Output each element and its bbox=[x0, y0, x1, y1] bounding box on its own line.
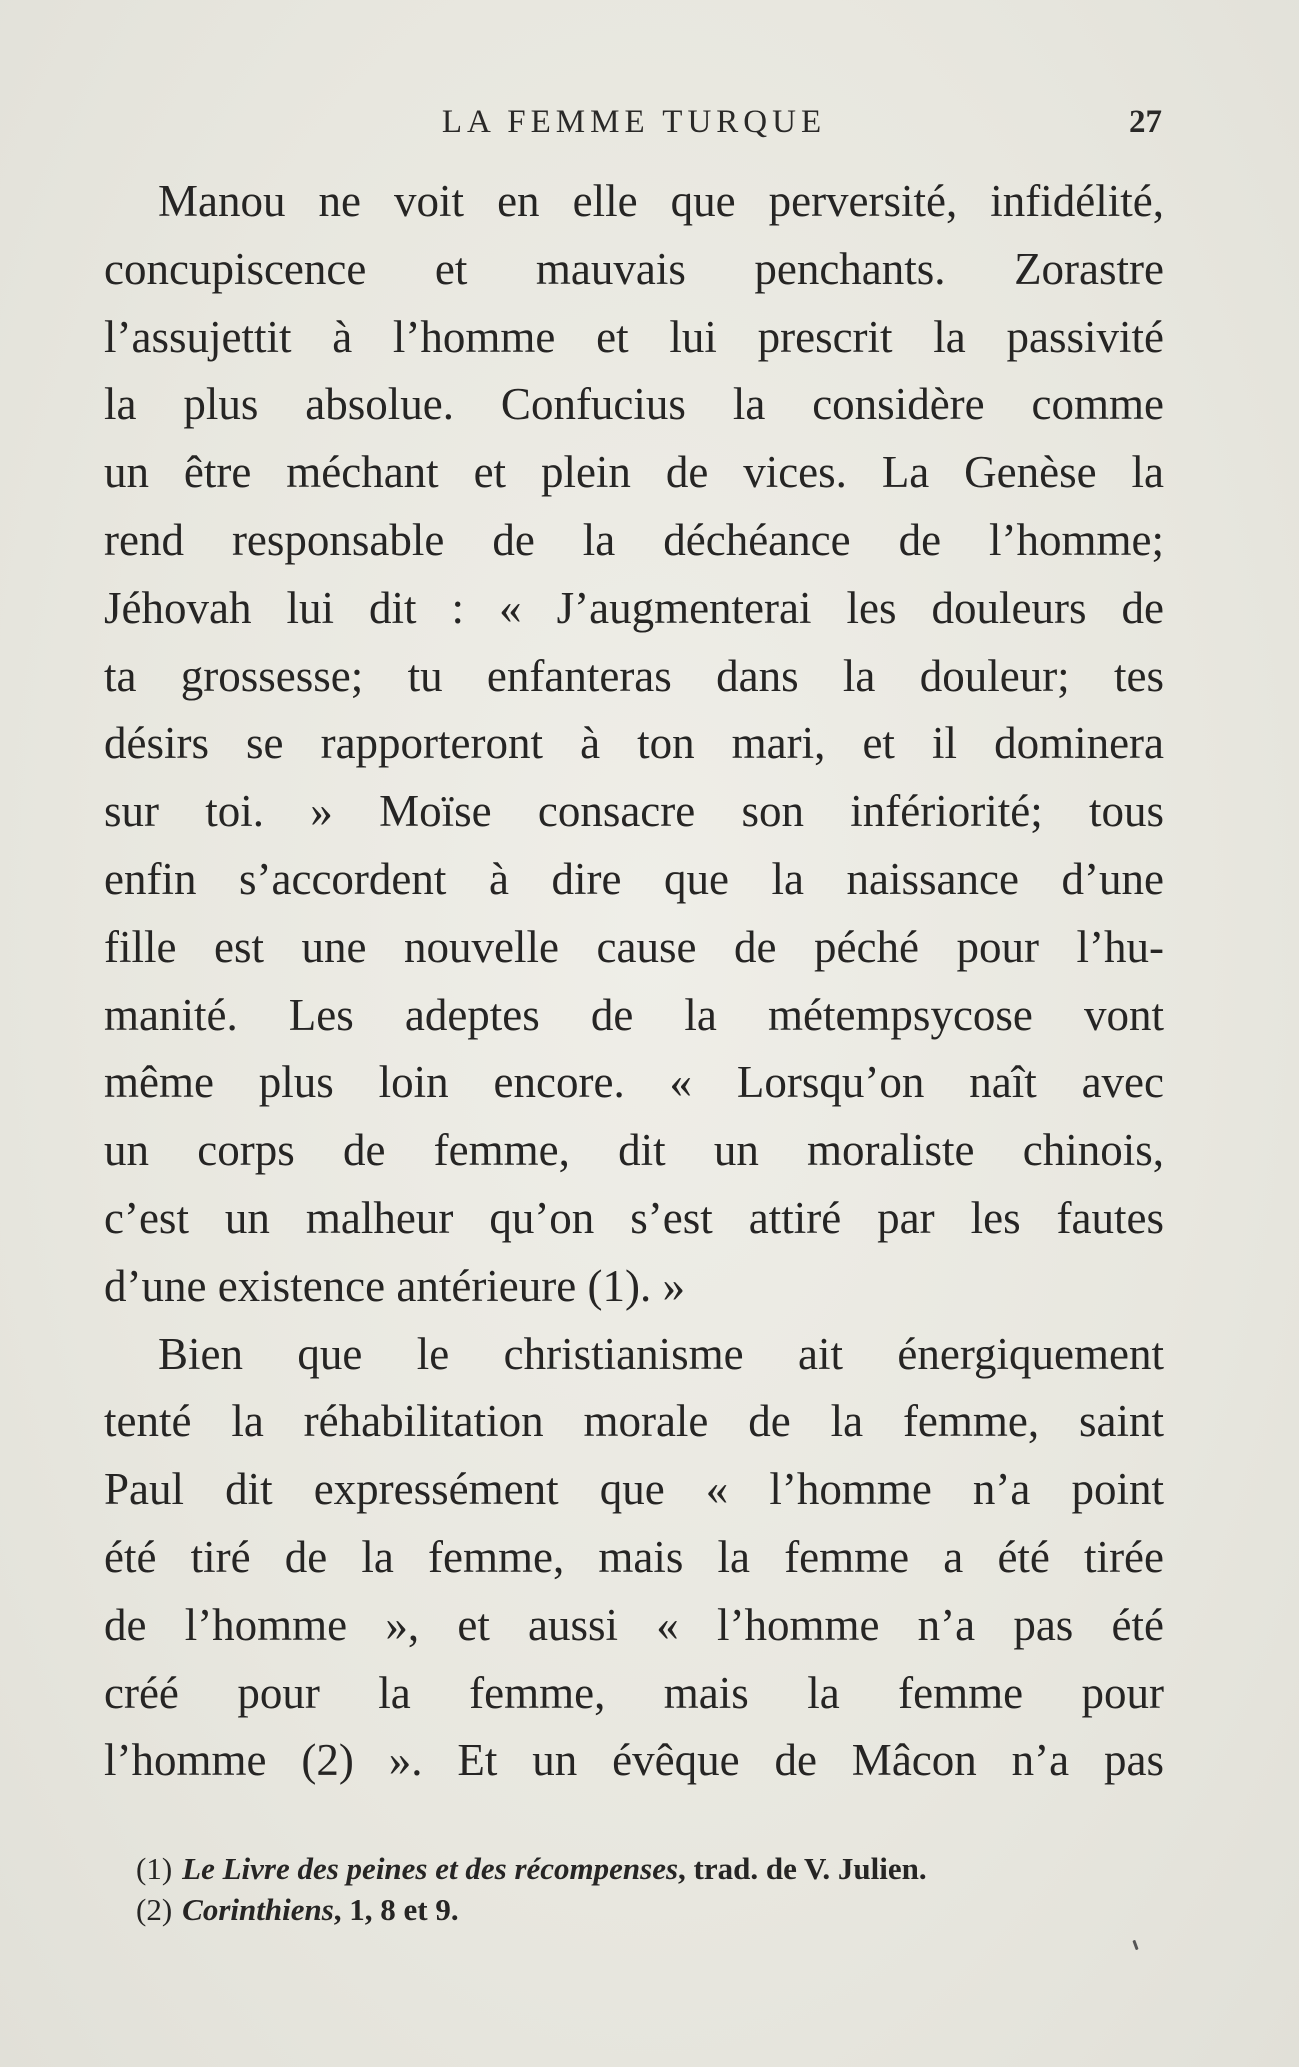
text-line: l’homme (2) ». Et un évêque de Mâcon n’a pas bbox=[104, 1735, 1164, 1786]
footnote bbox=[136, 1848, 1162, 1889]
text-line: c’est un malheur qu’on s’est attiré par les fautes bbox=[104, 1192, 1164, 1243]
text-line: un être méchant et plein de vices. La Genèse la bbox=[104, 447, 1164, 498]
text-line: concupiscence et mauvais penchants. Zorastre bbox=[104, 243, 1164, 294]
footnote bbox=[136, 1889, 1162, 1930]
body-text bbox=[104, 168, 1164, 1795]
footnote-text: , 1, 8 et 9. bbox=[333, 1892, 459, 1927]
footnotes bbox=[136, 1848, 1162, 1930]
text-line: enfin s’accordent à dire que la naissance d’une bbox=[104, 853, 1164, 904]
text-line: désirs se rapporteront à ton mari, et il dominera bbox=[104, 718, 1164, 769]
text-line: l’assujettit à l’homme et lui prescrit la passivité bbox=[104, 311, 1164, 362]
text-line: créé pour la femme, mais la femme pour bbox=[104, 1667, 1164, 1718]
paragraph bbox=[104, 168, 1164, 1321]
text-line: été tiré de la femme, mais la femme a été tirée bbox=[104, 1531, 1164, 1582]
text-line: d’une existence antérieure (1). » bbox=[104, 1260, 685, 1311]
text-line: Manou ne voit en elle que perversité, infidélité, bbox=[158, 176, 1164, 226]
text-line: Paul dit expressément que « l’homme n’a point bbox=[104, 1464, 1164, 1515]
text-line: manité. Les adeptes de la métempsycose vont bbox=[104, 989, 1164, 1040]
text-line: tenté la réhabilitation morale de la femme, saint bbox=[104, 1396, 1164, 1447]
paragraph bbox=[104, 1321, 1164, 1796]
text-line: Jéhovah lui dit : « J’augmenterai les douleurs de bbox=[104, 582, 1164, 633]
text-line: Bien que le christianisme ait énergiquement bbox=[158, 1328, 1164, 1379]
text-line: de l’homme », et aussi « l’homme n’a pas été bbox=[104, 1599, 1164, 1650]
footnote-number: (1) bbox=[136, 1851, 173, 1886]
page-number: 27 bbox=[1129, 104, 1162, 140]
text-line: la plus absolue. Confucius la considère comme bbox=[104, 379, 1164, 430]
text-line: sur toi. » Moïse consacre son infériorité; tous bbox=[104, 786, 1164, 837]
footnote-title: Corinthiens bbox=[182, 1892, 334, 1927]
footnote-number: (2) bbox=[136, 1892, 173, 1927]
text-line: rend responsable de la déchéance de l’homme; bbox=[104, 514, 1164, 565]
text-line: même plus loin encore. « Lorsqu’on naît avec bbox=[104, 1057, 1164, 1108]
running-title: LA FEMME TURQUE bbox=[441, 104, 827, 140]
text-line: un corps de femme, dit un moraliste chinois, bbox=[104, 1125, 1164, 1176]
page-header bbox=[106, 100, 1162, 152]
paper-speck bbox=[1132, 1940, 1138, 1950]
text-line: fille est une nouvelle cause de péché pour l’hu- bbox=[104, 921, 1164, 972]
footnote-title: Le Livre des peines et des récompenses bbox=[182, 1851, 679, 1886]
text-line: ta grossesse; tu enfanteras dans la douleur; tes bbox=[104, 650, 1164, 701]
footnote-text: , trad. de V. Julien. bbox=[678, 1851, 927, 1886]
